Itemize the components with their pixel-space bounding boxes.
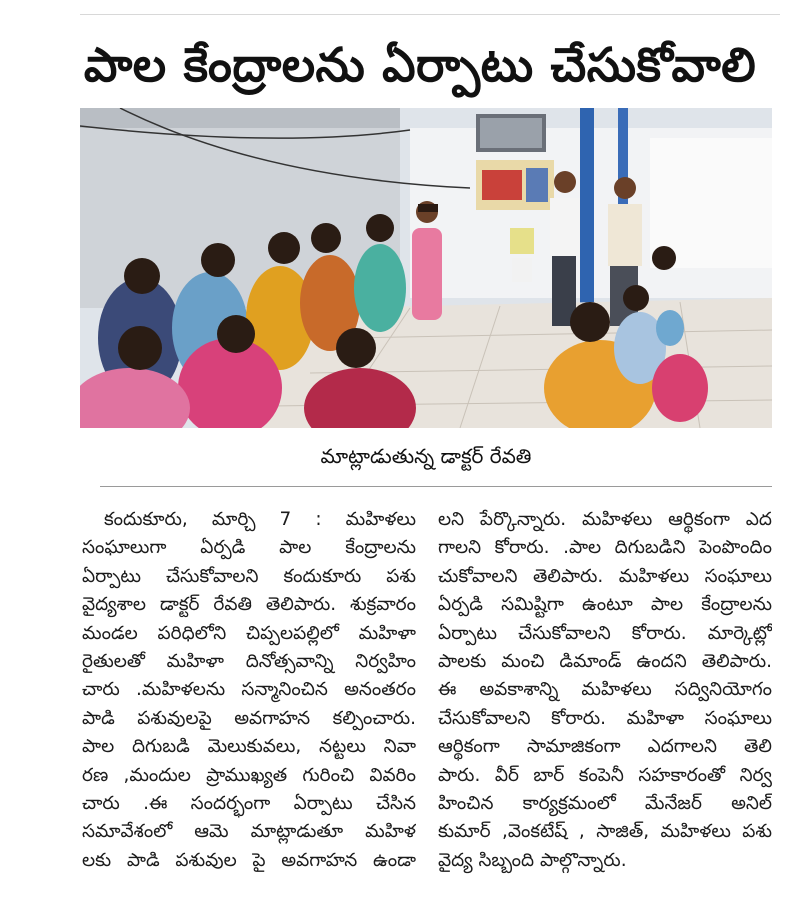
article-line: ఏర్పాటు చేసుకోవాలని కోరారు. మార్కెట్లో	[438, 622, 772, 644]
article-line: గాలని కోరారు. .పాల దిగుబడిని పెంపొందిం	[438, 537, 772, 559]
article-line: సమావేశంలో ఆమె మాట్లాడుతూ మహిళ	[82, 821, 416, 843]
article-line: చుకోవాలని తెలిపారు. మహిళలు సంఘాలు	[438, 565, 772, 587]
article-line: చారు .ఈ సందర్భంగా ఏర్పాటు చేసిన	[82, 792, 416, 814]
caption-divider	[100, 486, 772, 487]
article-line: లని పేర్కొన్నారు. మహిళలు ఆర్థికంగా ఎద	[438, 509, 772, 530]
article-column-2	[438, 506, 772, 875]
article-line: పారు. వీర్ బార్ కంపెనీ సహకారంతో నిర్వ	[438, 764, 772, 786]
article-line: సంఘాలుగా ఏర్పడి పాల కేంద్రాలను	[82, 537, 416, 559]
article-line: చేసుకోవాలని కోరారు. మహిళా సంఘాలు	[438, 707, 772, 729]
headline: పాల కేంద్రాలను ఏర్పాటు చేసుకోవాలి	[83, 38, 757, 93]
photo-illustration	[80, 108, 772, 428]
previous-article-strip	[80, 0, 780, 15]
article-line: చారు .మహిళలను సన్మానించిన అనంతరం	[82, 679, 416, 701]
article-line: ఆర్థికంగా సామాజికంగా ఎదగాలని తెలి	[438, 736, 772, 758]
article-line: పాడి పశువులపై అవగాహన కల్పించారు.	[82, 707, 416, 729]
article-line: రణ ,మందుల ప్రాముఖ్యత గురించి వివరిం	[82, 764, 416, 786]
article-line: కుమార్ ,వెంకటేష్ , సాజిత్, మహిళలు పశు	[438, 821, 772, 843]
photo-caption: మాట్లాడుతున్న డాక్టర్ రేవతి	[320, 444, 532, 468]
article-line: రైతులతో మహిళా దినోత్సవాన్ని నిర్వహిం	[82, 650, 416, 672]
article-line: పాలకు మంచి డిమాండ్ ఉందని తెలిపారు.	[438, 650, 772, 672]
article-line: పాల దిగుబడి మెలుకువలు, నట్టలు నివా	[82, 736, 416, 758]
article-line: ఈ అవకాశాన్ని మహిళలు సద్వినియోగం	[438, 679, 772, 701]
article-line: మండల పరిధిలోని చిప్పలపల్లిలో మహిళా	[82, 622, 416, 644]
article-line: హించిన కార్యక్రమంలో మేనేజర్ అనిల్	[438, 792, 772, 814]
article-line: వైద్య సిబ్బంది పాల్గొన్నారు.	[438, 849, 627, 871]
article-line: ఏర్పాటు చేసుకోవాలని కందుకూరు పశు	[82, 565, 416, 587]
article-column-1	[82, 506, 416, 875]
article-line: వైద్యశాల డాక్టర్ రేవతి తెలిపారు. శుక్రవారం	[82, 594, 416, 616]
article-line: కందుకూరు, మార్చి 7 : మహిళలు	[104, 509, 416, 530]
article-line: ఏర్పడి సమిష్టిగా ఉంటూ పాల కేంద్రాలను	[438, 594, 772, 616]
article-line: లకు పాడి పశువుల పై అవగాహన ఉండా	[82, 849, 416, 871]
news-photo	[80, 108, 772, 428]
